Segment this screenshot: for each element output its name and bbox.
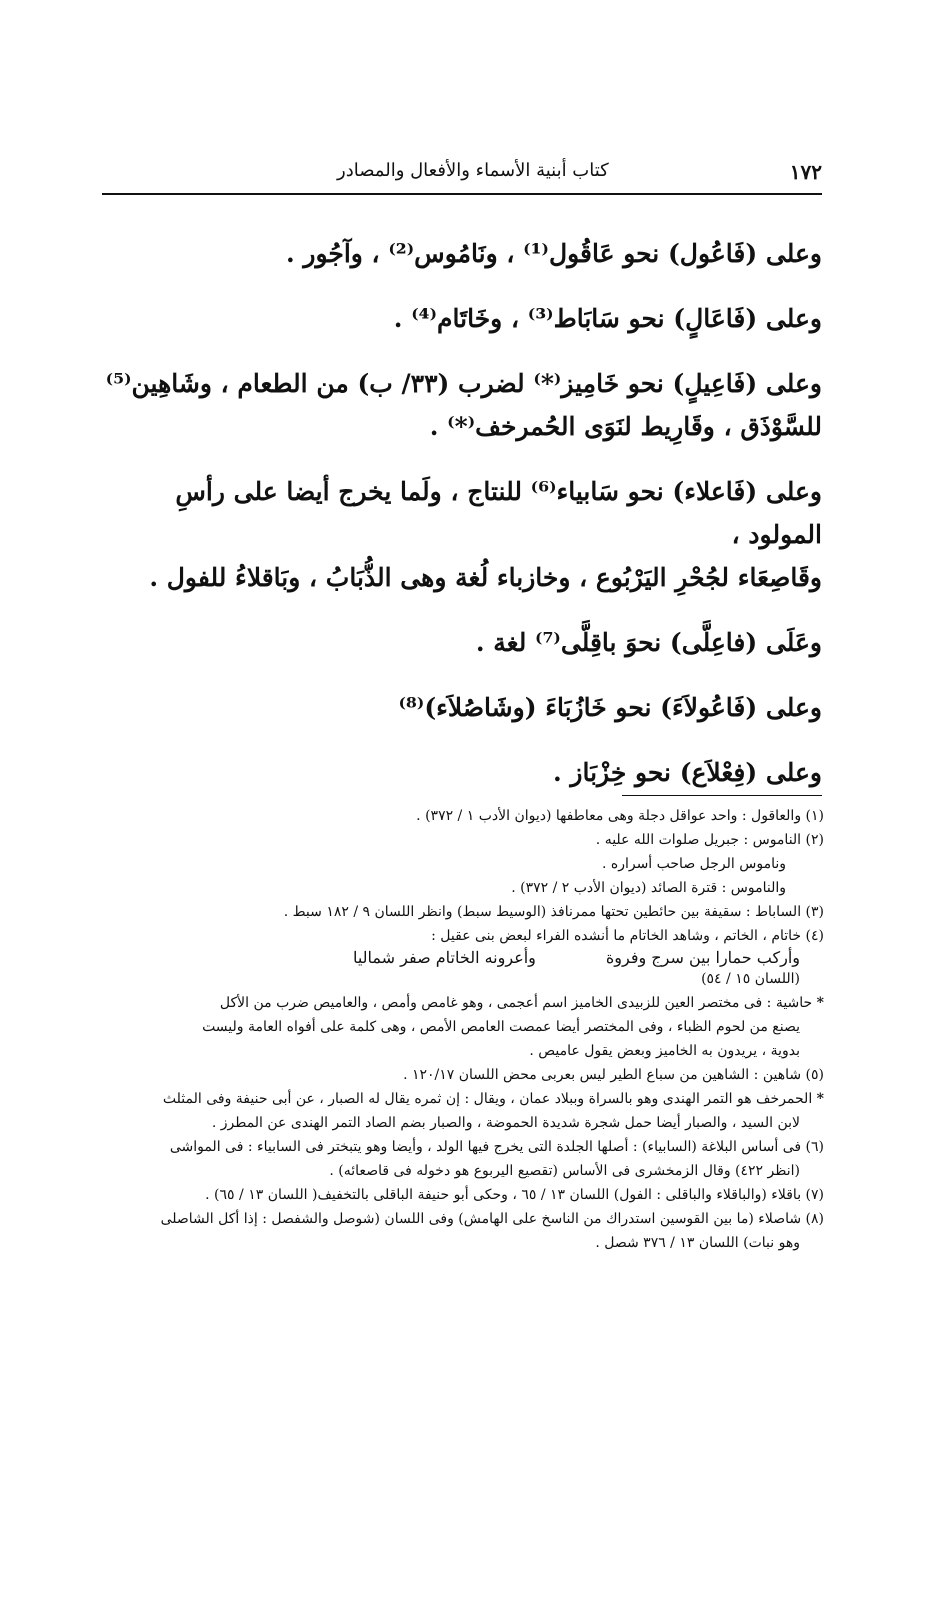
margin-note-text: الحمرخف هو التمر الهندى وهو بالسراة وببلاد عمان ، ويقال : إن ثمره يقال له الصبار ، عن أبى حنيفة وفى المثلث (162, 1091, 813, 1107)
poetry-verse (100, 948, 824, 967)
text-line: للسَّوْذَق ، وقَارِيط لنَوَى الحُمرخف⁽*⁾ . (429, 412, 822, 441)
asterisk-marker: * (816, 1091, 824, 1107)
text-line: وعلى (فِعْلاَع) نحو خِزْبَاز . (552, 758, 822, 787)
text-line: وعَلَى (فاعِلَّى) نحوَ باقِلَّى⁽⁷⁾ لغة . (475, 628, 822, 657)
text-line: وقَاصِعَاء لجُحْرِ اليَرْبُوع ، وخازباء لُغة وهى الذُّبَابُ ، وبَاقلاءُ للفول . (149, 563, 822, 592)
footnote: (٦) فى أساس البلاغة (السابياء) : أصلها الجلدة التى يخرج فيها الولد ، وأيضا وهو يتبختر فى السابياء : فى المواشى (169, 1139, 824, 1155)
margin-note (100, 1087, 824, 1111)
footnote-divider (622, 795, 822, 796)
footnote-continuation: والناموس : قترة الصائد (ديوان الأدب ٢ / ٣٧٢) . (511, 880, 786, 896)
footnote-continuation: بدوية ، يريدون به الخاميز وبعض يقول عاميص . (529, 1043, 800, 1059)
footnote: (١) والعاقول : واحد عواقل دجلة وهى معاطفها (ديوان الأدب ١ / ٣٧٢) . (416, 808, 824, 824)
footnote: (٥) شاهين : الشاهين من سباع الطير ليس بعربى محض اللسان ١٢٠/١٧ . (403, 1067, 824, 1083)
main-text (100, 232, 822, 794)
verse-hemistich: وأركب حمارا بين سرج وفروة (605, 948, 800, 967)
footnote: (٧) باقلاء (والباقلاء والباقلى : الفول) اللسان ١٣ / ٦٥ ، وحكى أبو حنيفة الباقلى بالتخفيف( اللسان ١٣ / ٦٥) . (205, 1187, 824, 1203)
footnote: (٨) شاصلاء (ما بين القوسين استدراك من الناسخ على الهامش) وفى اللسان (شوصل والشفصل : إذا أكل الشاصلى (160, 1211, 824, 1227)
footnote-continuation: وهو نبات) اللسان ١٣ / ٣٧٦ شصل . (595, 1235, 800, 1251)
text-line: وعلى (فَاعَالٍ) نحو سَابَاط⁽³⁾ ، وخَاتَام⁽⁴⁾ . (393, 304, 822, 333)
footnote: (٣) الساباط : سقيفة بين حائطين تحتها ممرنافذ (الوسيط سبط) وانظر اللسان ٩ / ١٨٢ سبط . (283, 904, 824, 920)
text-line: وعلى (فَاعلاء) نحو سَابياء⁽⁶⁾ للنتاج ، ولَما يخرج أيضا على رأسِ المولود ، (175, 477, 822, 549)
text-line: وعلى (فَاعُولاَءَ) نحو خَازُبَاءَ (وشَاصُلاَء)⁽⁸⁾ (398, 693, 822, 722)
footnote-continuation: (اللسان ١٥ / ٥٤) (701, 971, 800, 987)
footnote-continuation: لابن السيد ، والصبار أيضا حمل شجرة شديدة الحموضة ، والصبار بضم الصاد التمر الهندى عن المطرز . (211, 1115, 800, 1131)
footnote: (٢) الناموس : جبريل صلوات الله عليه . (595, 832, 824, 848)
page-number: ١٧٢ (789, 160, 822, 184)
footnote-continuation: (انظر ٤٢٢) وقال الزمخشرى فى الأساس (تقصيع اليربوع هو دخوله فى قاصعائه) . (329, 1163, 800, 1179)
footnote: (٤) خاتام ، الخاتم ، وشاهد الخاتام ما أنشده الفراء لبعض بنى عقيل : (431, 928, 824, 944)
page-header (102, 160, 822, 188)
footnotes (100, 804, 824, 1255)
text-line: وعلى (فَاعُول) نحو عَاقُول⁽¹⁾ ، ونَامُوس⁽²⁾ ، وآجُور . (285, 239, 822, 268)
verse-hemistich: وأعرونه الخاتام صفر شماليا (352, 948, 536, 967)
text-line: وعلى (فَاعِيلٍ) نحو خَامِيز⁽*⁾ لضرب (٣٣/ ب) من الطعام ، وشَاهِين⁽⁵⁾ (105, 369, 822, 398)
footnote-continuation: وناموس الرجل صاحب أسراره . (601, 856, 786, 872)
running-title: كتاب أبنية الأسماء والأفعال والمصادر (337, 160, 609, 181)
margin-note-text: حاشية : فى مختصر العين للزبيدى الخاميز اسم أعجمى ، وهو غامص وأمص ، والعاميص ضرب من الأكل (219, 995, 813, 1011)
margin-note (100, 991, 824, 1015)
asterisk-marker: * (816, 995, 824, 1011)
footnote-continuation: يصنع من لحوم الظباء ، وفى المختصر أيضا عمصت العامص الأمص ، وهى كلمة على أفواه العامة وليست (202, 1019, 800, 1035)
header-divider (102, 193, 822, 195)
